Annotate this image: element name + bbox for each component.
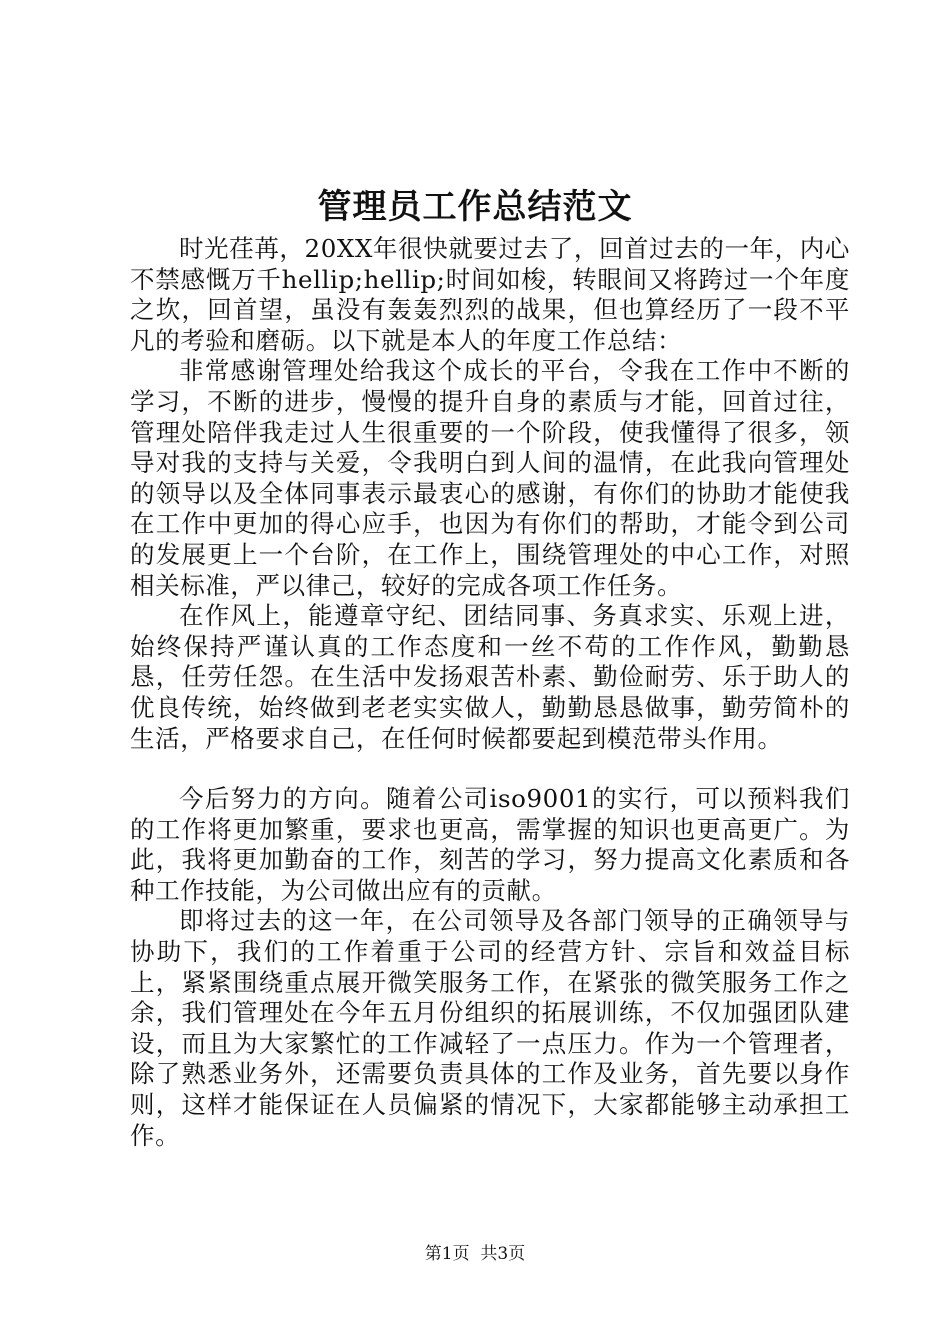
paragraph-future-direction: 今后努力的方向。随着公司iso9001的实行，可以预料我们的工作将更加繁重，要求也更高，需掌握的知识也更高更广。为此，我将更加勤奋的工作，刻苦的学习，努力提高文化素质和各种工作技能，为公司做出应有的贡献。 [130, 784, 850, 905]
document-body [130, 234, 850, 1151]
paragraph-thanks: 非常感谢管理处给我这个成长的平台，令我在工作中不断的学习，不断的进步，慢慢的提升自身的素质与才能，回首过往，管理处陪伴我走过人生很重要的一个阶段，使我懂得了很多，领导对我的支持与关爱，令我明白到人间的温情，在此我向管理处的领导以及全体同事表示最衷心的感谢，有你们的协助才能使我在工作中更加的得心应手，也因为有你们的帮助，才能令到公司的发展更上一个台阶，在工作上，围绕管理处的中心工作，对照相关标准，严以律己，较好的完成各项工作任务。 [130, 356, 850, 600]
paragraph-intro: 时光荏苒，20XX年很快就要过去了，回首过去的一年，内心不禁感慨万千hellip;hellip;时间如梭，转眼间又将跨过一个年度之坎，回首望，虽没有轰轰烈烈的战果，但也算经历了一段不平凡的考验和磨砺。以下就是本人的年度工作总结： [130, 234, 850, 355]
document-title: 管理员工作总结范文 [317, 187, 633, 227]
page-number: 第1页 [424, 1244, 470, 1264]
paragraph-work-style: 在作风上，能遵章守纪、团结同事、务真求实、乐观上进，始终保持严谨认真的工作态度和一丝不苟的工作作风，勤勤恳恳，任劳任怨。在生活中发扬艰苦朴素、勤俭耐劳、乐于助人的优良传统，始终做到老老实实做人，勤勤恳恳做事，勤劳简朴的生活，严格要求自己，在任何时候都要起到模范带头作用。 [130, 601, 850, 753]
paragraph-year-review: 即将过去的这一年，在公司领导及各部门领导的正确领导与协助下，我们的工作着重于公司的经营方针、宗旨和效益目标上，紧紧围绕重点展开微笑服务工作，在紧张的微笑服务工作之余，我们管理处在今年五月份组织的拓展训练，不仅加强团队建设，而且为大家繁忙的工作减轻了一点压力。作为一个管理者，除了熟悉业务外，还需要负责具体的工作及业务，首先要以身作则，这样才能保证在人员偏紧的情况下，大家都能够主动承担工作。 [130, 906, 850, 1150]
page-total: 共3页 [480, 1244, 526, 1264]
page-footer [0, 1242, 950, 1266]
